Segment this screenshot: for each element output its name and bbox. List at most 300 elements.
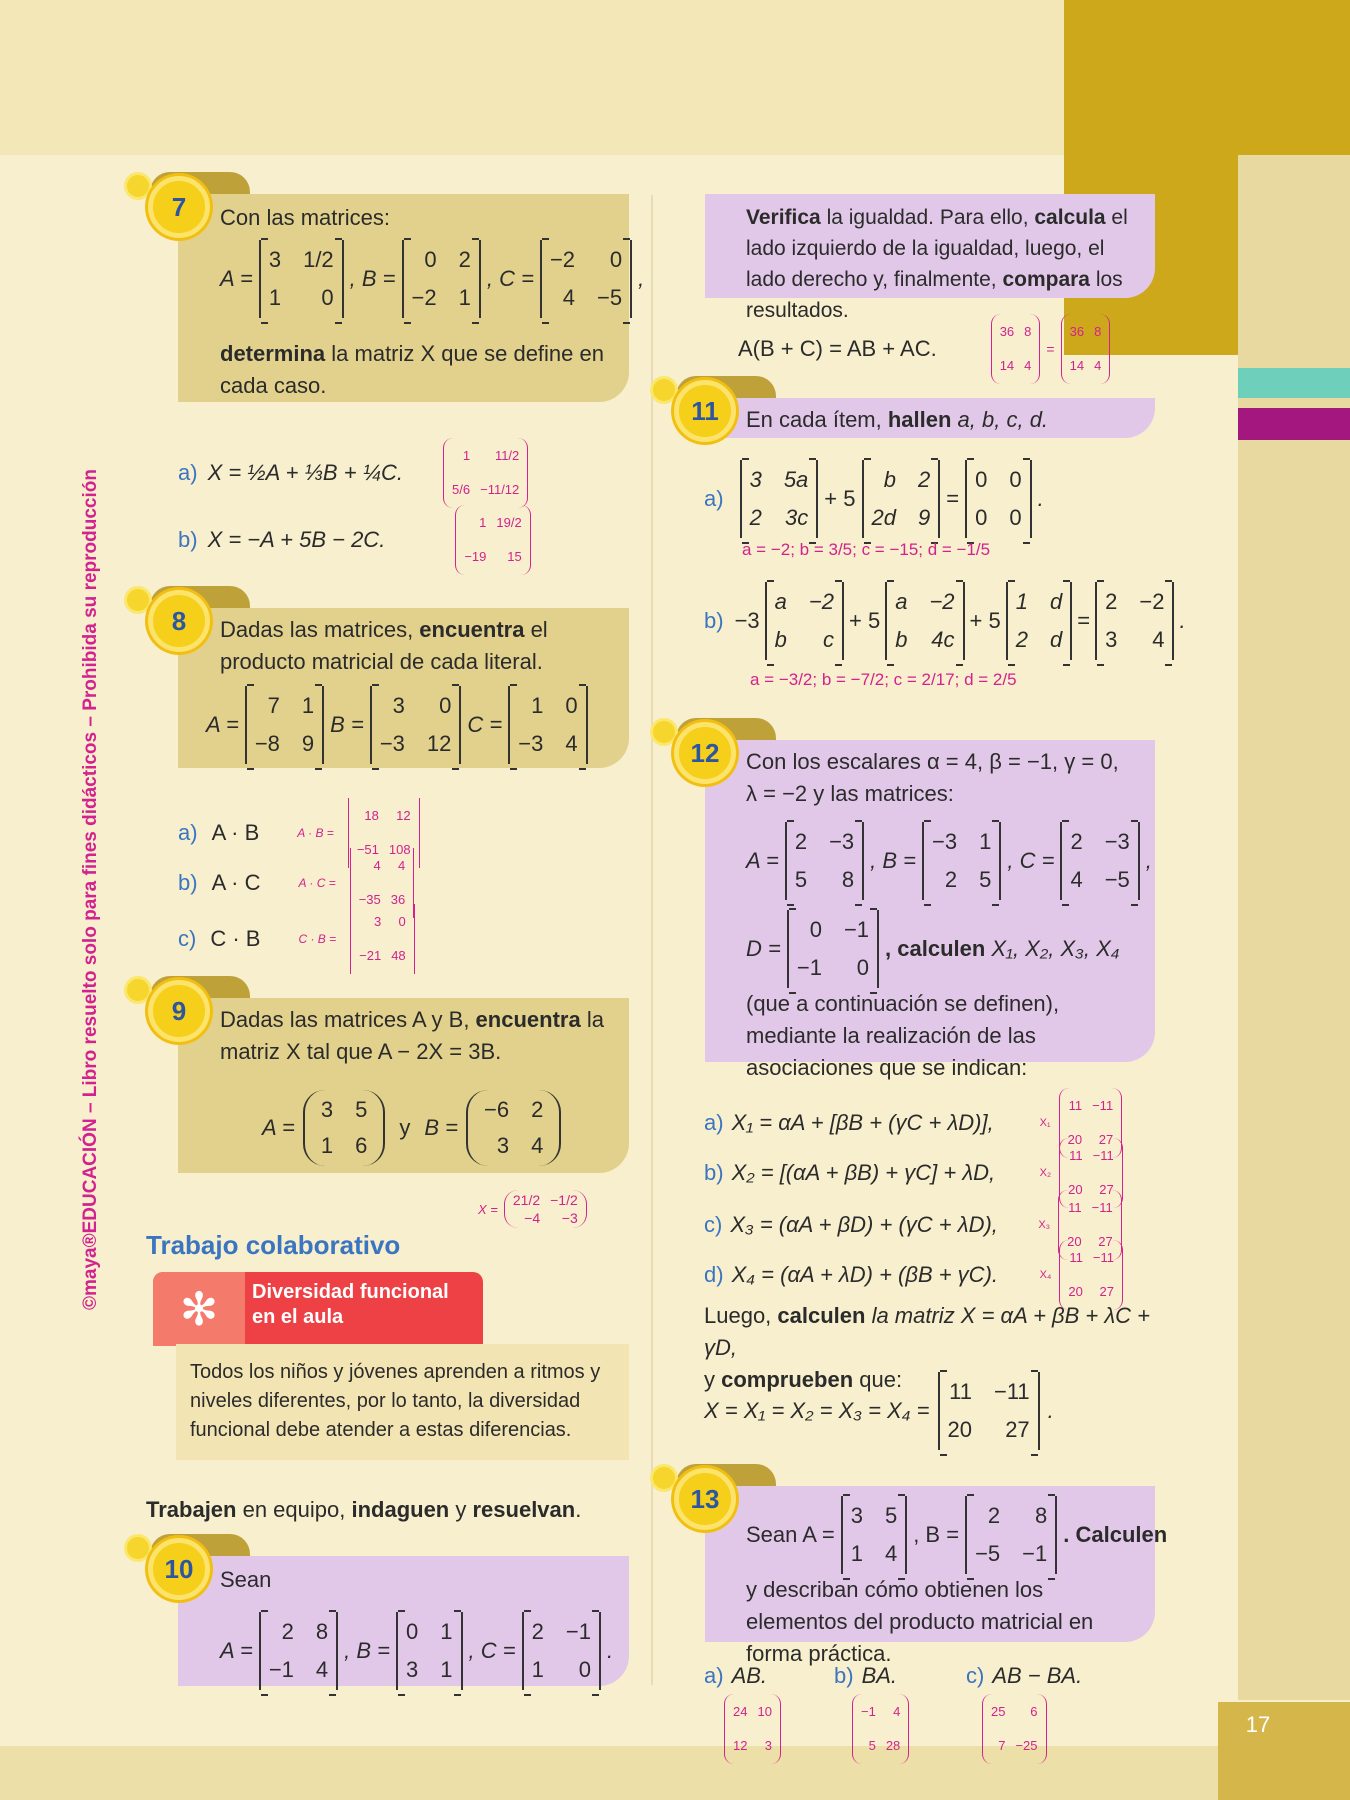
cell: 0 xyxy=(1009,467,1022,492)
ex13-badge: 13 xyxy=(674,1468,736,1530)
ex11-b-matrix-2 xyxy=(885,582,964,660)
cell: 4 xyxy=(373,858,381,873)
ex8-badge-dot xyxy=(124,586,152,614)
cell: 24 xyxy=(733,1704,748,1719)
ex7-A-label: A = xyxy=(220,266,253,291)
ex7-B-label: , B = xyxy=(349,266,396,291)
cell: 0 xyxy=(321,285,334,310)
ex7-verb: determina xyxy=(220,341,326,366)
item-label: c) xyxy=(178,926,197,951)
item-expression: X = ½A + ⅓B + ¼C. xyxy=(207,460,404,485)
text: X₁, X₂, X₃, X₄ xyxy=(991,936,1120,961)
cell: 8 xyxy=(841,867,855,892)
team-instruction xyxy=(146,1494,581,1526)
equation: A(B + C) = AB + AC. xyxy=(738,336,937,361)
cell: b xyxy=(895,627,908,652)
cell: −5 xyxy=(597,285,623,310)
cell: 11 xyxy=(1069,1148,1083,1163)
cell: 3 xyxy=(764,1738,772,1753)
brand-logo: ©maya xyxy=(80,1247,101,1310)
cell: 4 xyxy=(893,1704,901,1719)
cell: 7 xyxy=(267,693,280,718)
item-label: b) xyxy=(178,870,198,895)
ex13-matrix-B xyxy=(965,1496,1057,1574)
cell: 14 xyxy=(999,358,1015,373)
item-label: a) xyxy=(178,460,198,485)
ex8-matrix-A xyxy=(245,686,324,764)
cell: 0 xyxy=(975,467,988,492)
item-label: a) xyxy=(704,1663,724,1688)
operator: −3 xyxy=(734,608,760,633)
ex12-intro: Con los escalares α = 4, β = −1, γ = 0, λ = −2 y las matrices: xyxy=(746,749,1119,806)
text: Luego, xyxy=(704,1303,778,1328)
cell: 20 xyxy=(947,1417,972,1442)
cell: 1 xyxy=(320,1133,334,1158)
cell: 7 xyxy=(998,1738,1006,1753)
ex10-C-label: , C = xyxy=(468,1638,516,1663)
ex9-badge: 9 xyxy=(148,980,210,1042)
cell: −25 xyxy=(1015,1738,1038,1753)
text: y xyxy=(704,1367,722,1392)
tail: . xyxy=(1179,608,1186,633)
equation: X = X₁ = X₂ = X₃ = X₄ = xyxy=(704,1398,930,1423)
cell: 2 xyxy=(531,1097,544,1122)
verb: calculen xyxy=(777,1303,866,1328)
text: los resultados. xyxy=(746,268,1123,322)
cell: 4 xyxy=(565,731,578,756)
item-label: b) xyxy=(704,608,724,633)
cell: 0 xyxy=(406,1619,419,1644)
ex7-matrix-C xyxy=(540,240,632,318)
tail: , xyxy=(1145,848,1152,873)
ex7-badge: 7 xyxy=(148,176,210,238)
cell: 4 xyxy=(1094,358,1102,373)
cell: −2 xyxy=(411,285,437,310)
ex13-verb: . Calculen xyxy=(1063,1522,1168,1547)
ex9-B-label: B = xyxy=(424,1115,458,1140)
answer-label: X₄ xyxy=(1039,1269,1052,1281)
page-number: 17 xyxy=(1245,1712,1271,1737)
cell: 3 xyxy=(320,1097,334,1122)
cell: −1/2 xyxy=(550,1192,578,1208)
ex10-equation xyxy=(738,314,1110,384)
luego-line-1 xyxy=(704,1300,1164,1364)
equals: = xyxy=(1046,341,1055,357)
ex12-badge-dot xyxy=(650,718,678,746)
ex13-matrices xyxy=(746,1496,1167,1574)
cell: 14 xyxy=(1069,358,1085,373)
ex10-instruction xyxy=(746,202,1146,326)
cell: 36 xyxy=(390,892,406,907)
cell: 0 xyxy=(975,505,988,530)
cell: 0 xyxy=(578,1657,591,1682)
cell: 27 xyxy=(1005,1417,1030,1442)
cell: −5 xyxy=(975,1541,1001,1566)
cell: 11/2 xyxy=(494,448,520,463)
cell: 2 xyxy=(987,1503,1001,1528)
ex10-answer-right xyxy=(1061,314,1111,384)
column-divider xyxy=(651,195,653,1685)
text: la matriz X = αA + βB + λC + γD, xyxy=(704,1303,1151,1360)
verb: Trabajen xyxy=(146,1497,237,1522)
title-line: en el aula xyxy=(252,1306,344,1328)
ex9-matrices xyxy=(262,1090,561,1166)
ex10-answer-left xyxy=(991,314,1041,384)
cell: 1 xyxy=(440,1619,453,1644)
ex12-matrix-C xyxy=(1060,822,1139,900)
cell: −19 xyxy=(464,549,487,564)
cell: 9 xyxy=(301,731,315,756)
answer-label: X = xyxy=(478,1201,498,1217)
cell: 9 xyxy=(917,505,931,530)
ex9-answer-matrix xyxy=(504,1190,587,1228)
ex12-badge: 12 xyxy=(674,722,736,784)
title-line: Diversidad funcional xyxy=(252,1281,449,1303)
item-expression: X₃ = (αA + βD) + (γC + λD), xyxy=(730,1212,998,1237)
ex13-a-answer xyxy=(724,1694,781,1764)
cell: 0 xyxy=(856,955,870,980)
text: que: xyxy=(853,1367,903,1392)
cell: 1 xyxy=(479,515,487,530)
cell: 20 xyxy=(1067,1132,1083,1147)
cell: 2d xyxy=(871,505,896,530)
cell: 12 xyxy=(733,1738,748,1753)
cell: −35 xyxy=(358,892,381,907)
cell: −1 xyxy=(268,1657,294,1682)
cell: 1 xyxy=(531,693,544,718)
ex7-b-answer xyxy=(455,505,530,575)
cell: b xyxy=(774,627,787,652)
cell: 5 xyxy=(794,867,808,892)
ex9-badge-dot xyxy=(124,976,152,1004)
ex10-B-label: , B = xyxy=(344,1638,391,1663)
cell: 2 xyxy=(1105,589,1118,614)
ex12-matrix-D xyxy=(787,910,879,988)
cell: 5 xyxy=(884,1503,898,1528)
cell: 2 xyxy=(458,247,471,272)
ex7-instruction xyxy=(220,338,620,402)
cell: 0 xyxy=(809,917,822,942)
ex7-matrices xyxy=(220,240,644,318)
item-label: b) xyxy=(704,1160,724,1185)
cell: a xyxy=(774,589,787,614)
cell: −1 xyxy=(796,955,822,980)
ex11-b-answer: a = −3/2; b = −7/2; c = 2/17; d = 2/5 xyxy=(750,670,1017,689)
cell: −6 xyxy=(483,1097,510,1122)
ex12-matrices xyxy=(746,822,1152,900)
item-label: d) xyxy=(704,1262,724,1287)
item-expression: A · B xyxy=(211,820,260,845)
collab-body: Todos los niños y jóvenes aprenden a ritmos y niveles diferentes, por lo tanto, la diversidad funcional debe atender a estas diferencias. xyxy=(190,1361,601,1441)
ex11-intro xyxy=(746,404,1048,436)
cell: 3 xyxy=(406,1657,419,1682)
cell: 1 xyxy=(1015,589,1028,614)
cell: 20 xyxy=(1068,1284,1083,1299)
tail: . xyxy=(1037,486,1044,511)
cell: 11 xyxy=(1068,1098,1083,1113)
asterisk-icon: ✻ xyxy=(153,1272,245,1346)
operator: = xyxy=(1077,608,1091,633)
ex12-final-equation xyxy=(704,1372,1054,1450)
cell: 20 xyxy=(1067,1234,1082,1249)
operator: + 5 xyxy=(849,608,881,633)
cell: 2 xyxy=(917,467,931,492)
ex13-item-b xyxy=(834,1660,909,1764)
ex12-final-matrix xyxy=(938,1372,1040,1450)
answer-label: A · B = xyxy=(297,826,334,840)
ex8-intro xyxy=(220,614,610,678)
cell: 1 xyxy=(301,693,315,718)
cell: 4 xyxy=(531,1133,544,1158)
cell: 18 xyxy=(364,808,379,823)
item-label: a) xyxy=(704,486,724,511)
cell: 8 xyxy=(1035,1503,1048,1528)
cell: −11 xyxy=(1092,1250,1114,1265)
cell: 5a xyxy=(783,467,809,492)
text: la matriz X tal que A − 2X = 3B. xyxy=(220,1007,604,1064)
cell: 4 xyxy=(1070,867,1083,892)
cell: c xyxy=(823,627,834,652)
ex11-badge-dot xyxy=(650,376,678,404)
text: el lado izquierdo de la igualdad, luego, el lado derecho y, finalmente, xyxy=(746,206,1128,291)
cell: 1 xyxy=(268,285,282,310)
cell: 27 xyxy=(1099,1182,1114,1197)
ex8-verb: encuentra xyxy=(419,617,525,642)
cell: 4c xyxy=(931,627,955,652)
cell: −2 xyxy=(549,247,576,272)
ex13-paragraph: y describan cómo obtienen los elementos del producto matricial en forma práctica. xyxy=(746,1577,1094,1666)
cell: 1/2 xyxy=(303,247,334,272)
ex7-instruction-text: la matriz X que se define en cada caso. xyxy=(220,341,604,398)
ex9-matrix-B xyxy=(466,1090,561,1166)
ex8-c-answer xyxy=(350,904,415,974)
cell: 3 xyxy=(850,1503,863,1528)
cell: 8 xyxy=(1024,324,1032,339)
item-expression: AB. xyxy=(731,1663,768,1688)
cell: 2 xyxy=(1015,627,1028,652)
cell: 1 xyxy=(979,829,992,854)
text: a, b, c, d. xyxy=(951,407,1049,432)
verb: Verifica xyxy=(746,206,821,229)
item-label: c) xyxy=(966,1663,985,1688)
cell: −2 xyxy=(929,589,955,614)
ex8-matrix-C xyxy=(508,686,587,764)
answer-label: X₂ xyxy=(1039,1167,1052,1179)
ex12-matrix-B xyxy=(922,822,1001,900)
cell: 27 xyxy=(1099,1284,1114,1299)
ex7-tail: , xyxy=(638,266,645,291)
cell: −4 xyxy=(524,1210,541,1226)
cell: 2 xyxy=(794,829,808,854)
cell: 1 xyxy=(458,285,471,310)
cell: b xyxy=(883,467,896,492)
ex10-intro: Sean xyxy=(220,1567,272,1592)
ex7-item-a xyxy=(178,438,528,508)
cell: 15 xyxy=(507,549,522,564)
cell: 1 xyxy=(531,1657,544,1682)
item-expression: C · B xyxy=(210,926,261,951)
cell: 4 xyxy=(884,1541,898,1566)
ex10-tail: . xyxy=(606,1638,614,1663)
ex10-matrix-B xyxy=(396,1612,463,1690)
ex12-matrix-A xyxy=(785,822,864,900)
ex13-A-label: Sean A = xyxy=(746,1522,835,1547)
ex10-matrix-C xyxy=(522,1612,601,1690)
cell: −1 xyxy=(843,917,870,942)
teal-tab xyxy=(1238,368,1350,398)
ex11-b-matrix-3 xyxy=(1006,582,1073,660)
cell: 48 xyxy=(391,948,406,963)
text: en equipo, xyxy=(236,1497,352,1522)
ex8-A-label: A = xyxy=(206,712,239,737)
ex9-A-label: A = xyxy=(262,1115,295,1140)
answer-label: X₃ xyxy=(1038,1219,1051,1231)
cell: 19/2 xyxy=(496,515,522,530)
cell: −3 xyxy=(1104,829,1130,854)
ex13-b-answer xyxy=(852,1694,909,1764)
cell: −51 xyxy=(356,842,379,857)
cell: 11 xyxy=(1068,1200,1082,1215)
magenta-tab xyxy=(1238,408,1350,440)
cell: 5 xyxy=(355,1097,368,1122)
item-expression: X₁ = αA + [βB + (γC + λD)], xyxy=(731,1110,994,1135)
cell: 8 xyxy=(315,1619,329,1644)
text: En cada ítem, xyxy=(746,407,888,432)
cell: 2 xyxy=(531,1619,544,1644)
ex12-verb: , calculen xyxy=(885,936,986,961)
cell: 28 xyxy=(885,1738,901,1753)
text: Dadas las matrices A y B, xyxy=(220,1007,476,1032)
cell: 0 xyxy=(609,247,623,272)
ex8-matrix-B xyxy=(370,686,462,764)
verb: calcula xyxy=(1034,206,1106,229)
cell: 3 xyxy=(749,467,762,492)
ex13-B-label: , B = xyxy=(913,1522,960,1547)
ex8-matrices xyxy=(206,686,588,764)
cell: 8 xyxy=(1094,324,1102,339)
ex9-matrix-A xyxy=(303,1090,386,1166)
ex11-b-matrix-1 xyxy=(765,582,844,660)
cell: 0 xyxy=(398,914,406,929)
text: el producto matricial de cada literal. xyxy=(220,617,548,674)
ex10-badge: 10 xyxy=(148,1538,210,1600)
item-label: a) xyxy=(178,820,198,845)
cell: −2 xyxy=(808,589,834,614)
ex8-item-c xyxy=(178,904,415,974)
cell: 6 xyxy=(1030,1704,1038,1719)
cell: 2 xyxy=(1070,829,1083,854)
cell: 27 xyxy=(1098,1132,1114,1147)
cell: −1 xyxy=(861,1704,876,1719)
collab-heading: Trabajo colaborativo xyxy=(146,1230,401,1260)
ex7-C-label: , C = xyxy=(486,266,534,291)
cell: −3 xyxy=(932,829,958,854)
ex7-badge-dot xyxy=(124,172,152,200)
cell: −3 xyxy=(561,1210,578,1226)
cell: 27 xyxy=(1098,1234,1113,1249)
item-expression: X₂ = [(αA + βB) + γC] + λD, xyxy=(731,1160,996,1185)
ex11-verb: hallen xyxy=(887,407,952,432)
cell: −5 xyxy=(1104,867,1130,892)
cell: 12 xyxy=(426,731,452,756)
cell: 4 xyxy=(398,858,406,873)
ex11-a-matrix-3 xyxy=(965,460,1032,538)
cell: 0 xyxy=(565,693,578,718)
cell: −3 xyxy=(518,731,544,756)
item-expression: X₄ = (αA + λD) + (βB + γC). xyxy=(731,1262,999,1287)
item-expression: A · C xyxy=(211,870,261,895)
verb: compara xyxy=(1002,268,1090,291)
ex7-intro: Con las matrices: xyxy=(220,205,390,230)
ex10-A-label: A = xyxy=(220,1638,253,1663)
operator: + 5 xyxy=(824,486,856,511)
answer-label: C · B = xyxy=(298,932,337,946)
ex8-B-label: B = xyxy=(330,712,364,737)
ex13-item-a xyxy=(704,1660,781,1764)
cell: 3 xyxy=(496,1133,510,1158)
operator: = xyxy=(946,486,960,511)
text: la igualdad. Para ello, xyxy=(820,206,1035,229)
cell: −2 xyxy=(1139,589,1165,614)
item-label: b) xyxy=(834,1663,854,1688)
ex11-a-matrix-2 xyxy=(862,460,941,538)
ex12-A-label: A = xyxy=(746,848,779,873)
ex7-a-answer xyxy=(443,438,528,508)
cell: 4 xyxy=(1024,358,1032,373)
cell: 21/2 xyxy=(512,1192,541,1208)
item-expression: BA. xyxy=(861,1663,898,1688)
copyright-text: ®EDUCACIÓN – Libro resuelto solo para fines didácticos – Prohibida su reproducción xyxy=(80,469,101,1248)
cell: −8 xyxy=(254,731,280,756)
ex9-intro xyxy=(220,1004,610,1068)
item-label: c) xyxy=(704,1212,723,1237)
ex7-item-b xyxy=(178,505,531,575)
ex8-badge: 8 xyxy=(148,590,210,652)
ex11-item-a xyxy=(704,460,1044,538)
cell: 4 xyxy=(315,1657,329,1682)
verb: indaguen xyxy=(351,1497,450,1522)
cell: 4 xyxy=(1152,627,1165,652)
ex13-c-answer xyxy=(982,1694,1047,1764)
cell: 6 xyxy=(355,1133,368,1158)
cell: −11 xyxy=(993,1379,1030,1404)
ex10-matrix-A xyxy=(259,1612,338,1690)
tail: . xyxy=(1047,1398,1054,1423)
cell: −21 xyxy=(359,948,382,963)
ex12-paragraph: (que a continuación se definen), mediante la realización de las asociaciones que se indican: xyxy=(746,991,1060,1080)
cell: −1 xyxy=(565,1619,591,1644)
cell: −3 xyxy=(379,731,405,756)
answer-label: A · C = xyxy=(298,876,336,890)
cell: 1 xyxy=(462,448,471,463)
cell: −1 xyxy=(1022,1541,1048,1566)
cell: 3c xyxy=(785,505,809,530)
ex11-a-matrix-1 xyxy=(740,460,819,538)
ex11-item-b xyxy=(704,582,1186,660)
cell: 5/6 xyxy=(452,482,471,497)
cell: 5 xyxy=(979,867,992,892)
cell: 20 xyxy=(1068,1182,1083,1197)
cell: 36 xyxy=(1069,324,1085,339)
cell: 25 xyxy=(991,1704,1006,1719)
cell: −11/12 xyxy=(480,482,520,497)
cell: d xyxy=(1050,627,1063,652)
ex13-matrix-A xyxy=(841,1496,908,1574)
ex10-badge-dot xyxy=(124,1534,152,1562)
ex12-C-label: , C = xyxy=(1007,848,1055,873)
cell: 11 xyxy=(1069,1250,1083,1265)
cell: a xyxy=(895,589,908,614)
